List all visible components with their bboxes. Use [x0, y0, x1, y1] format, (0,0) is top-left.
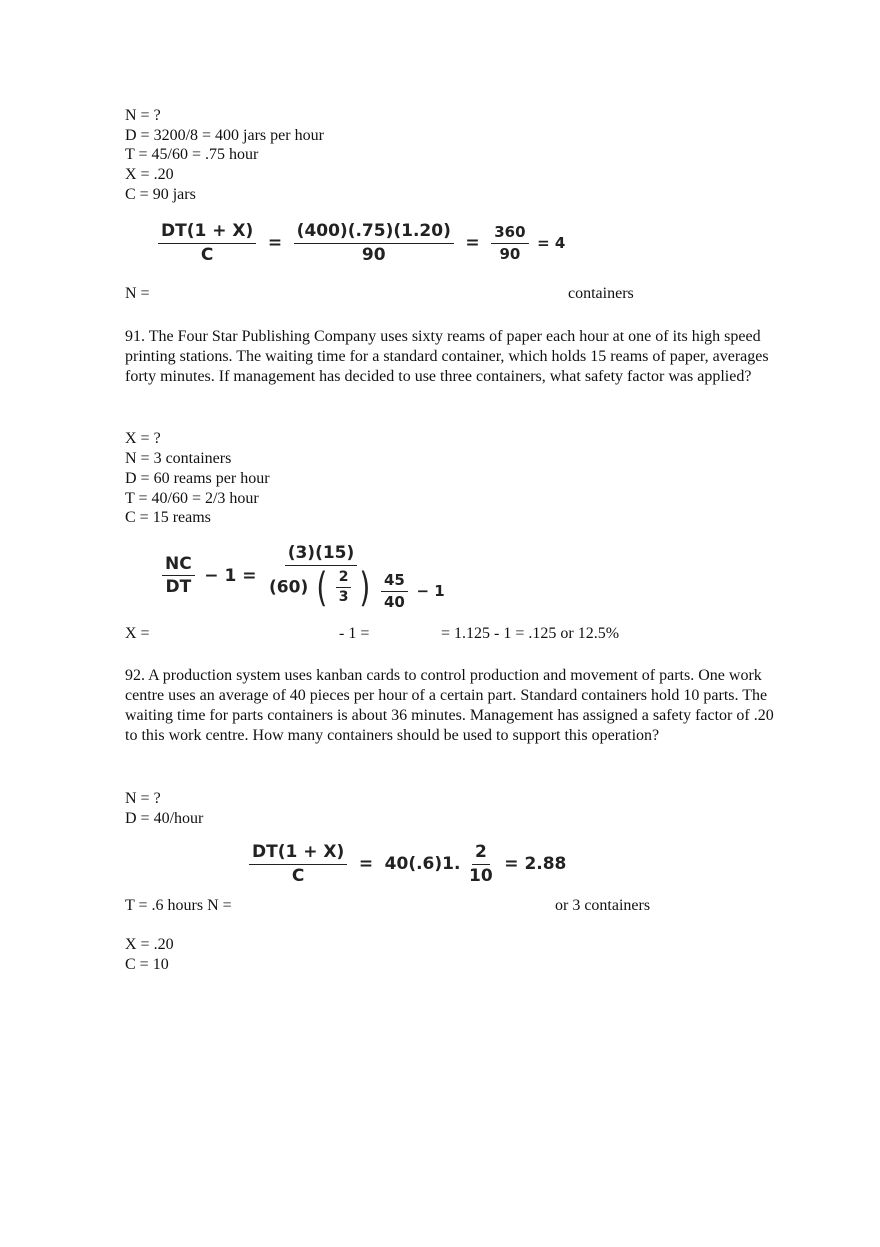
p91-formula-right-frac	[381, 572, 408, 610]
p91-formula-right-den: 40	[384, 592, 405, 611]
p92-formula-eq: =	[358, 854, 374, 875]
p90-n-label: N =	[125, 285, 150, 302]
p92-formula-mid-fden: 10	[469, 865, 493, 886]
p91-x-mid: - 1 =	[339, 625, 370, 642]
p91-formula-minus1: − 1 =	[204, 565, 257, 586]
p90-formula-mid	[294, 222, 454, 264]
p91-formula	[162, 543, 376, 611]
p90-formula-right	[491, 224, 528, 262]
p91-paren-open: (	[316, 564, 328, 611]
p91-x-result: = 1.125 - 1 = .125 or 12.5%	[441, 625, 620, 642]
p92-line-c: C = 10	[125, 956, 169, 973]
p91-formula-right-tail: − 1	[416, 582, 445, 600]
p90-formula-right-num: 360	[491, 224, 528, 244]
p91-formula-mid-den	[266, 564, 376, 611]
p91-question: 91. The Four Star Publishing Company uses sixty reams of paper each hour at one of its high speed printing stations. The waiting time for a standard container, which holds 15 reams of paper, averages forty minutes. If management has decided to use three containers, what safety factor was applied?	[125, 328, 769, 385]
p91-line-n: N = 3 containers	[125, 450, 232, 467]
p92-line-n: N = ?	[125, 790, 161, 807]
p91-formula-mid-den-fnum: 2	[336, 570, 352, 588]
p92-formula-mid-fnum: 2	[472, 843, 490, 865]
p90-n-unit: containers	[568, 285, 634, 302]
p91-x-label: X =	[125, 625, 150, 642]
p91-formula-lhs	[162, 555, 195, 597]
p90-formula-mid-num: (400)(.75)(1.20)	[294, 222, 454, 244]
p92-formula-lhs	[249, 843, 347, 885]
p90-formula-result: = 4	[537, 234, 566, 253]
p92-line-x: X = .20	[125, 936, 174, 953]
p92-t-result: or 3 containers	[555, 897, 651, 914]
p90-formula-eq1: =	[267, 233, 283, 254]
p91-formula-mid-den-fden: 3	[338, 589, 349, 606]
p91-formula-right-num: 45	[381, 572, 408, 592]
p91-line-x: X = ?	[125, 430, 161, 447]
p91-line-c: C = 15 reams	[125, 509, 211, 526]
p90-formula-right-den: 90	[499, 244, 521, 263]
p90-formula-eq2: =	[465, 233, 480, 254]
p90-line-x: X = .20	[125, 166, 174, 183]
p90-formula-mid-den: 90	[361, 244, 386, 265]
p92-formula-lhs-den: C	[291, 865, 305, 886]
p92-line-d: D = 40/hour	[125, 810, 204, 827]
p92-formula	[249, 843, 572, 885]
p91-paren-close: )	[359, 564, 371, 611]
p90-line-d: D = 3200/8 = 400 jars per hour	[125, 127, 324, 144]
p92-formula-mid-a: 40(.6)1.	[384, 854, 461, 875]
p92-formula-result: = 2.88	[504, 854, 567, 875]
p90-line-c: C = 90 jars	[125, 186, 196, 203]
p91-formula-lhs-num: NC	[162, 555, 195, 577]
p91-formula-right	[381, 572, 451, 610]
p91-formula-mid-den-a: (60)	[269, 577, 309, 598]
p91-line-d: D = 60 reams per hour	[125, 470, 270, 487]
p92-t-line: T = .6 hours N =	[125, 897, 232, 914]
p91-formula-mid	[266, 543, 376, 611]
p90-line-t: T = 45/60 = .75 hour	[125, 146, 259, 163]
p91-formula-mid-den-frac	[336, 570, 352, 606]
p92-question: 92. A production system uses kanban cards to control production and movement of parts. One work centre uses an average of 40 pieces per hour of a certain part. Standard containers hold 10 parts. The waiting time for parts containers is about 36 minutes. Management has assigned a safety factor of .20 to this work centre. How many containers should be used to support this operation?	[125, 667, 774, 744]
p91-line-t: T = 40/60 = 2/3 hour	[125, 490, 259, 507]
p92-formula-mid-frac	[466, 843, 496, 885]
p90-formula	[158, 222, 571, 264]
p90-formula-lhs-num: DT(1 + X)	[158, 222, 256, 244]
p90-line-n: N = ?	[125, 107, 161, 124]
p91-formula-mid-num: (3)(15)	[285, 544, 358, 566]
p90-formula-lhs-den: C	[200, 244, 214, 265]
p91-formula-lhs-den: DT	[165, 577, 192, 598]
p92-formula-lhs-num: DT(1 + X)	[249, 843, 347, 865]
p90-formula-lhs	[158, 222, 256, 264]
